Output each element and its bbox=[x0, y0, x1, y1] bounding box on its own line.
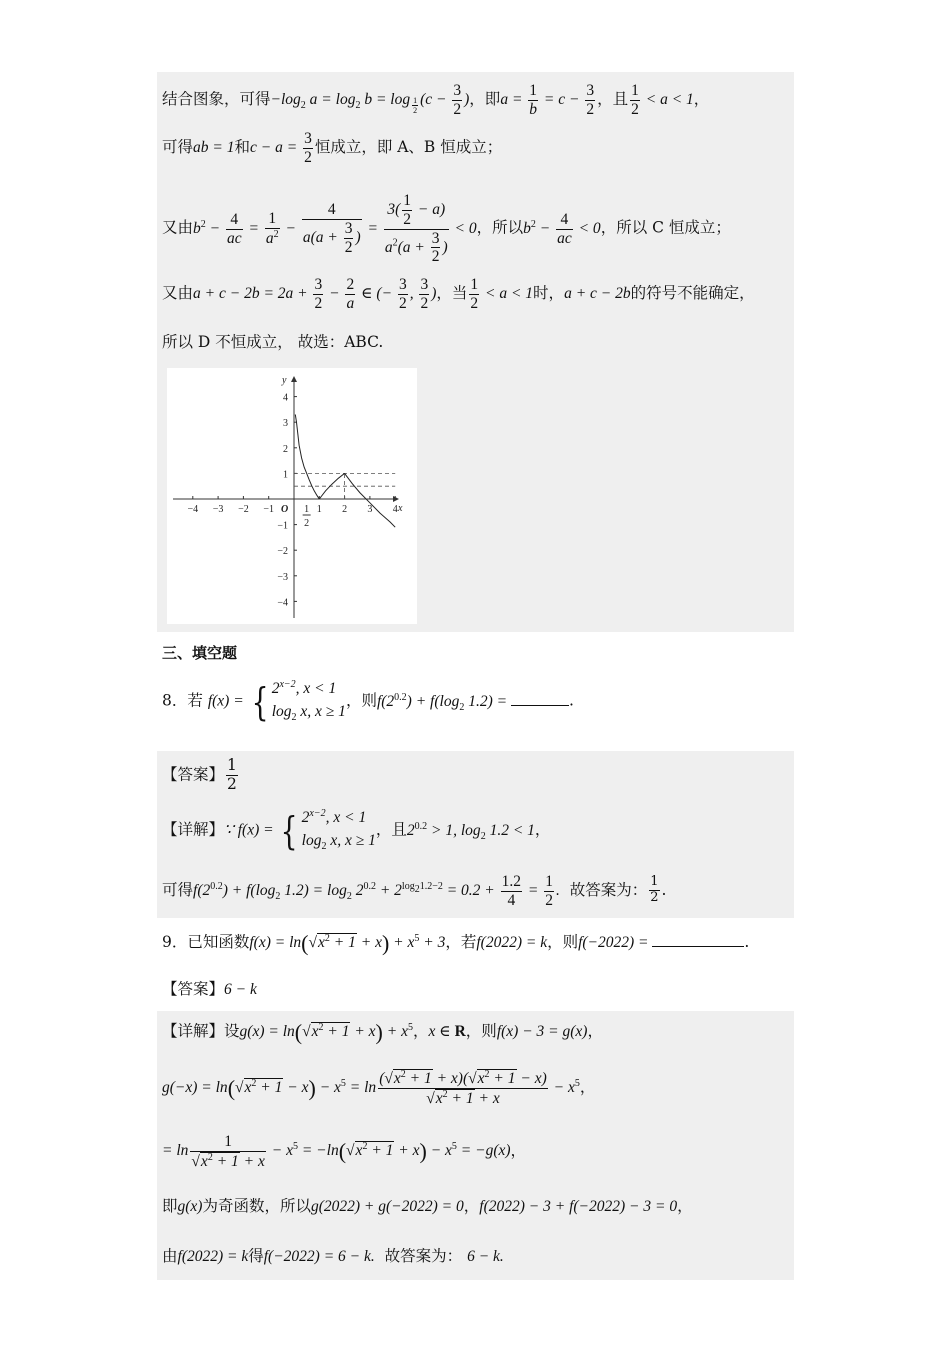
y-tick-label: 4 bbox=[283, 392, 288, 404]
solution-line-5 bbox=[157, 330, 383, 352]
x-tick-label: 2 bbox=[342, 504, 348, 515]
q8-detail-2: 可得$f(2^{0.2}) + f(\log_2$ $1.2) = \log_2 2^{0.2} + 2^{log_21.2-2} = 0.2$ + $\frac{1.2}{4}$ = $\frac{1}{2}$ . 故答案为： $\frac{1}{2}$ . bbox=[162, 873, 667, 909]
x-tick-label: −3 bbox=[212, 504, 224, 515]
q9-detail-2: $g(-x) = \ln(√x^2 + 1 - x) - x^5 = \ln$ $\frac{(√x^2 + 1 + x)(√x^2 + 1 - x)}{√x^2 + 1 + x}$ − $x^5$， bbox=[162, 1069, 596, 1108]
page-content bbox=[157, 72, 794, 1265]
q8-detail-1: 【详解】∵ f(x) = { $2^{x-2}$, x < 1 $\log_2 x$, x ≥ 1 ，且$2^{0.2} > 1$, $\log_2 1.2 < 1$， bbox=[162, 808, 551, 853]
line1-sep: ，即 bbox=[469, 89, 501, 108]
line3-mid: ，所以 bbox=[476, 218, 524, 237]
line4-prefix: 又由 bbox=[162, 283, 194, 302]
y-axis-label: y bbox=[282, 375, 287, 386]
solution-line-4: 又由a + c − 2b = 2a + $\frac{3}{2}$ − $\frac{2}{a}$ ∈ (− $\frac{3}{2}$ , $\frac{3}{2}$ )，当 $\frac{1}{2}$ < a < 1时，a + c − 2b的符号不能确定， bbox=[162, 276, 755, 312]
line3-suffix: ，所以 C 恒成立； bbox=[600, 218, 731, 237]
x-axis-label: x bbox=[398, 503, 403, 514]
q8-detail-and: ，且 bbox=[375, 820, 407, 839]
line5-text: 所以 D 不恒成立， 故选：ABC. bbox=[162, 333, 384, 351]
q9-line4-prefix: 即 bbox=[162, 1197, 178, 1215]
q9-detail-1: 【详解】设$g(x) = \ln(√x^2 + 1 + x) + x^5$，x ∈ R，则f(x) − 3 = g(x)， bbox=[162, 1019, 603, 1045]
q9-detail-label: 【详解】 bbox=[162, 1022, 225, 1040]
q9-detail-then: ，则 bbox=[465, 1022, 497, 1040]
q8-detail-label: 【详解】 bbox=[162, 820, 225, 839]
q9-detail-block bbox=[157, 1011, 794, 1280]
q8-number: 8．若 bbox=[162, 691, 203, 710]
solution-line-1: 结合图象，可得$-\log_2$ $a = \log_2 b = \log$ $_{\frac{1}{2}}$ (c − $\frac{3}{2}$ )，即a = $\frac{1}{b}$ = c − $\frac{3}{2}$ ，且 $\frac{1}{2}$ < a < 1， bbox=[162, 82, 710, 118]
x-tick-label: 3 bbox=[367, 504, 373, 515]
line2-suffix: 恒成立，即 A、B 恒成立； bbox=[314, 137, 503, 156]
line4-suffix: 的符号不能确定， bbox=[630, 283, 755, 302]
q9-detail-5: 由f(2022) = k得f(−2022) = 6 − k. 故答案为： 6 − k. bbox=[162, 1247, 504, 1265]
y-tick-label: 2 bbox=[283, 443, 288, 455]
q8-detail2-suffix: 故答案为： bbox=[569, 880, 648, 899]
line2-prefix: 可得 bbox=[162, 137, 194, 156]
y-tick-label: −1 bbox=[277, 520, 288, 532]
q8-then: ，则 bbox=[345, 691, 377, 710]
q9-then: ，则 bbox=[547, 933, 579, 951]
solution-continuation-block bbox=[157, 72, 794, 632]
q8-answer-label: 【答案】 bbox=[162, 765, 225, 784]
q9-number: 9．已知函数 bbox=[162, 933, 250, 951]
q8-answer bbox=[157, 757, 240, 794]
line1-and: ，且 bbox=[597, 89, 629, 108]
solution-line-2: 可得ab = 1和c − a = $\frac{3}{2}$ 恒成立，即 A、B 恒成立； bbox=[162, 130, 503, 166]
q8-answer-blank bbox=[511, 689, 569, 706]
line1-prefix: 结合图象，可得 bbox=[162, 89, 271, 108]
q9-line5-prefix: 由 bbox=[162, 1247, 178, 1265]
x-tick-label: 1 bbox=[316, 504, 322, 515]
q9-line5-get: 得 bbox=[248, 1247, 264, 1265]
q9-detail-4: 即g(x)为奇函数，所以g(2022) + g(−2022) = 0，f(2022) − 3 + f(−2022) − 3 = 0， bbox=[162, 1197, 693, 1215]
function-graph bbox=[167, 368, 417, 624]
q8-detail2-prefix: 可得 bbox=[162, 880, 194, 899]
line4-when: 时， bbox=[533, 283, 565, 302]
section-title: 三、填空题 bbox=[162, 644, 238, 662]
y-tick-label: −2 bbox=[277, 546, 288, 558]
line2-and: 和 bbox=[234, 137, 250, 156]
graph-svg bbox=[167, 368, 417, 624]
y-tick-label: 3 bbox=[283, 418, 288, 430]
q9-answer-label: 【答案】 bbox=[162, 980, 225, 998]
y-tick-label: 1 bbox=[283, 469, 288, 481]
half-tick-numerator: 1 bbox=[304, 504, 310, 515]
x-tick-label: −1 bbox=[263, 504, 275, 515]
origin-label: O bbox=[281, 504, 289, 515]
line4-mid: ，当 bbox=[436, 283, 468, 302]
q9-final: 6 − k. bbox=[467, 1248, 504, 1265]
question-8: 8．若 f(x) = { $2^{x-2}$, x < 1 $\log_2 x$, x ≥ 1 ，则$f(2^{0.2}) + f(\log_2$ 1.2) = . bbox=[162, 679, 574, 724]
q9-answer bbox=[157, 977, 257, 999]
half-tick-denominator: 2 bbox=[304, 518, 310, 529]
q9-detail-set: 设 bbox=[224, 1022, 240, 1040]
q9-answer-blank bbox=[652, 930, 744, 947]
q9-detail-3: = ln $\frac{1}{√x^2 + 1 + x}$ − $x^5 = -\ln(√x^2 + 1 + x) - x^5 = -g(x)$， bbox=[162, 1133, 527, 1170]
q9-line5-suffix: 故答案为： bbox=[384, 1247, 463, 1265]
q8-answer-value: $\frac{1}{2}$ bbox=[227, 756, 237, 793]
q8-period: . bbox=[661, 880, 667, 899]
q8-answer-block bbox=[157, 751, 794, 918]
line3-prefix: 又由 bbox=[162, 218, 194, 237]
y-tick-label: −4 bbox=[277, 597, 288, 609]
x-axis-arrow bbox=[393, 496, 399, 502]
q9-answer-value: 6 − k bbox=[224, 981, 257, 998]
function-curve bbox=[345, 473, 396, 527]
solution-line-3: 又由$b^2$ − $\frac{4}{ac}$ = $\frac{1}{a^2}$ − 4 a(a + $\frac{3}{2}$ ) = 3( $\frac{1}{2}$ − a) $a^2(a$ + $\frac{3}{2}$ ) < 0，所以$b^2$ − $\frac{4}{ac}$ < 0，所以 C 恒成立； bbox=[162, 192, 731, 266]
x-tick-label: −2 bbox=[238, 504, 249, 515]
q9-detail-xin: ， bbox=[412, 1022, 429, 1040]
y-tick-label: −3 bbox=[277, 571, 288, 583]
x-tick-label: −4 bbox=[187, 504, 199, 515]
question-9: 9．已知函数$f(x) = \ln(√x^2 + 1 + x) + x^5 + 3$，若f(2022) = k，则f(−2022) = . bbox=[162, 930, 750, 956]
q9-line4-odd: 为奇函数，所以 bbox=[202, 1197, 311, 1215]
x-tick-label: 4 bbox=[392, 504, 398, 515]
y-axis-arrow bbox=[291, 376, 297, 382]
q9-given: ，若 bbox=[445, 933, 477, 951]
